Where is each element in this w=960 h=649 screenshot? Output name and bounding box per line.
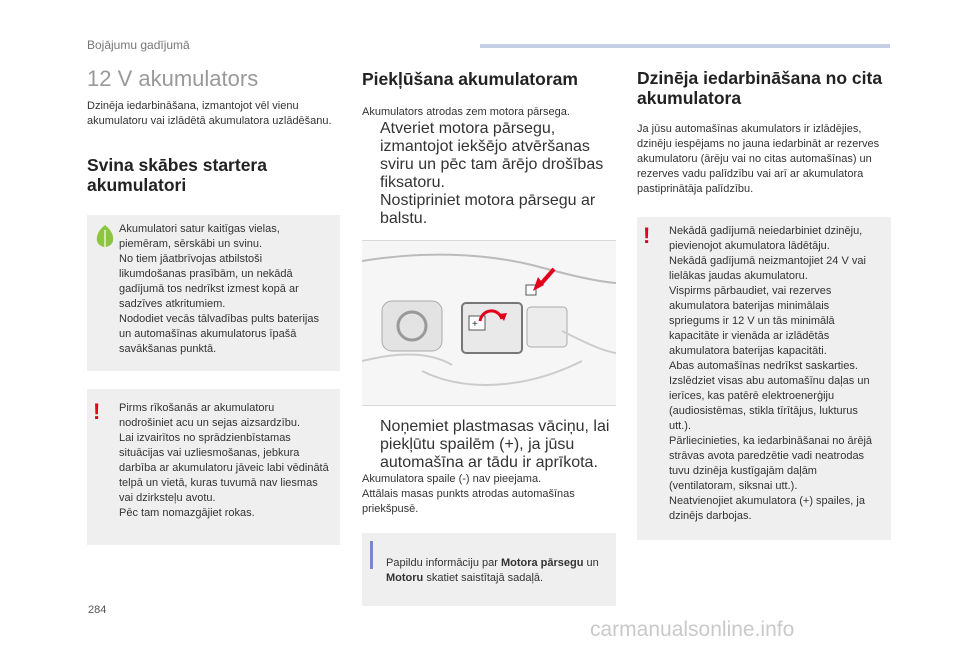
warning-icon: ! <box>643 223 651 248</box>
jump-start-warning-box <box>637 217 891 540</box>
list-item: Nostipriniet motora pārsegu ar balstu. <box>362 192 616 228</box>
warning-box <box>87 389 340 545</box>
bonnet-link: Motora pārsegu <box>500 557 584 569</box>
warning-icon: ! <box>93 399 101 424</box>
eco-note-box <box>87 215 340 371</box>
arrow-bullet-icon <box>362 192 380 228</box>
jump-start-warning-text: Nekādā gadījumā neiedarbiniet dzinēju, pievienojot akumulatora lādētāju. Nekādā gadījumā neizmantojiet 24 V vai lielākas jaudas akumulatoru. Vispirms pārbaudiet, vai rezerves akumulatora baterijas minimālais spriegums ir 12 V un tās minimālā kapacitāte ir vienāda ar izlādētās akumulatora baterijas kapacitāti. Abas automašīnas nedrīkst saskarties. Izslēdziet visas abu automašīnu daļas un ierīces, kas patērē elektroenerģiju (audiosistēmas, stikla tīrītājus, lukturus utt.). Pārliecinieties, ka iedarbināšanai no ārējā strāvas avota paredzētie vadi neatrodas tuvu dzinēja kustīgajām daļām (ventilatoram, siksnai utt.). Neatvienojiet akumulatora (+) spailes, ja dzinējs darbojas. <box>669 225 873 522</box>
plus-terminal-label: + <box>472 319 478 330</box>
section-title-jump-start: Dzinēja iedarbināšana no cita akumulatora <box>637 68 883 108</box>
engine-link: Motoru <box>386 572 424 584</box>
arrow-bullet-icon <box>362 418 380 472</box>
info-box <box>362 533 616 606</box>
leaf-icon <box>94 224 116 253</box>
section-header: Bojājumu gadījumā <box>87 38 190 52</box>
info-icon <box>370 541 373 569</box>
eco-note-text: Akumulatori satur kaitīgas vielas, piemēram, sērskābi un svinu. No tiem jāatbrīvojas atbilstoši likumdošanas prasībām, un nekādā gadījumā tos nedrīkst izmest kopā ar sadzīves atkritumiem. Nododiet vecās tālvadības pults baterijas un automašīnas akumulatorus īpašā savākšanas punktā. <box>119 223 319 355</box>
jump-start-intro: Ja jūsu automašīnas akumulators ir izlādējies, dzinēju iespējams no jauna iedarbināt ar rezerves akumulatoru (ārēju vai no citas automašīnas) un rezerves vadu palīdzību vai arī ar akumulatora pastiprinātāja palīdzību. <box>637 123 880 195</box>
battery-photo <box>362 240 616 406</box>
access-intro: Akumulators atrodas zem motora pārsega. <box>362 106 570 118</box>
intro-text: Dzinēja iedarbināšana, izmantojot vēl vienu akumulatoru vai izlādētā akumulatora uzlādēšanu. <box>87 100 332 127</box>
column-right <box>637 64 891 540</box>
watermark: carmanualsonline.info <box>590 618 795 641</box>
page-title: 12 V akumulators <box>87 66 259 91</box>
list-item: Noņemiet plastmasas vāciņu, lai piekļūtu spailēm (+), ja jūsu automašīna ar tādu ir aprīkota. <box>362 418 616 472</box>
list-item: Atveriet motora pārsegu, izmantojot iekšējo atvēršanas sviru un pēc tam ārējo drošības fiksatoru. <box>362 120 616 192</box>
column-middle <box>362 64 616 606</box>
info-text: Papildu informāciju par Motora pārsegu un Motoru skatiet saistītajā sadaļā. <box>386 557 599 584</box>
header-bar <box>480 44 890 48</box>
column-left <box>87 64 340 545</box>
section-title-lead-acid: Svina skābes startera akumulatori <box>87 155 267 195</box>
arrow-bullet-icon <box>362 120 380 192</box>
section-title-access: Piekļūšana akumulatoram <box>362 69 578 89</box>
engine-bay-illustration <box>362 241 616 405</box>
warning-text: Pirms rīkošanās ar akumulatoru nodrošiniet acu un sejas aizsardzību. Lai izvairītos no sprādzienbīstamas situācijas vai uzliesmošanas, jebkura darbība ar akumulatoru jāveic labi vēdinātā telpā un vietā, kuras tuvumā nav liesmas vai dzirksteļu avotu. Pēc tam nomazgājiet rokas. <box>119 402 329 519</box>
ground-point-note: Attālais masas punkts atrodas automašīnas priekšpusē. <box>362 488 575 515</box>
page-number: 284 <box>88 604 107 616</box>
terminal-note: Akumulatora spaile (-) nav pieejama. <box>362 473 542 485</box>
